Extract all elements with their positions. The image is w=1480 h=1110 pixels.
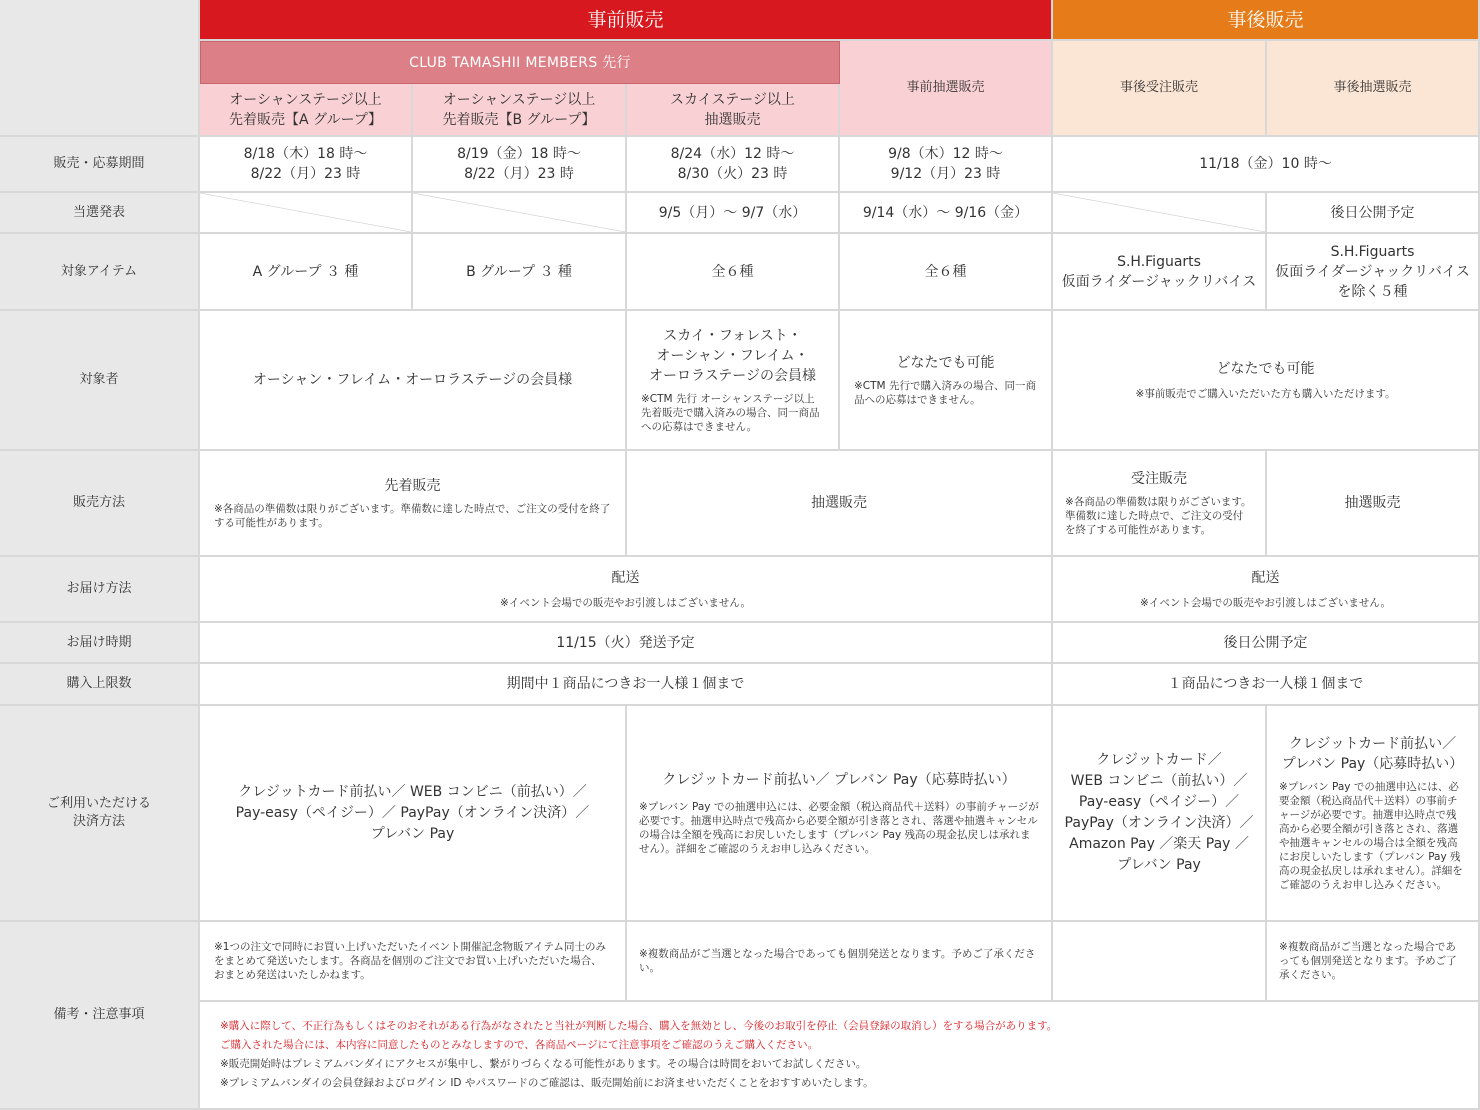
remarks-black-1: ※販売開始時はプレミアムバンダイにアクセスが集中し、繋がりづらくなる可能性があります。その場合は時間をおいてお試しください。 [220, 1058, 867, 1070]
target-c4-note: ※CTM 先行で購入済みの場合、同一商品への応募はできません。 [854, 380, 1036, 406]
items-c2: B グループ ３ 種 [413, 234, 627, 311]
pre-lottery-header: 事前抽選販売 [840, 41, 1053, 137]
remarks-c6: ※複数商品がご当選となった場合であっても個別発送となります。予めご了承ください。 [1267, 922, 1480, 1002]
remarks-c12: ※1つの注文で同時にお買い上げいただいたイベント開催記念物販アイテム同士のみをまとめて発送いたします。各商品を個別のご注文でお買い上げいただいた場合、おまとめ発送はいたしかねます。 [200, 922, 627, 1002]
announce-c5-empty [1053, 193, 1267, 234]
post-order-header: 事後受注販売 [1053, 41, 1267, 137]
remarks-black-2: ※プレミアムバンダイの会員登録およびログイン ID やパスワードのご確認は、販売開始前にお済ませいただくことをおすすめいたします。 [220, 1077, 874, 1089]
items-c6: S.H.Figuarts 仮面ライダージャックリバイス を除く５種 [1267, 234, 1480, 311]
header-ocean-b: オーシャンステージ以上 先着販売【B グループ】 [413, 84, 627, 137]
row-timing [0, 623, 1480, 664]
remarks-c5-empty [1053, 922, 1267, 1002]
post-lottery-header: 事後抽選販売 [1267, 41, 1480, 137]
timing-pre: 11/15（火）発送予定 [200, 623, 1053, 664]
method-c12-note: ※各商品の準備数は限りがございます。準備数に達した時点で、ご注文の受付を終了する可能性があります。 [214, 503, 611, 529]
method-c34: 抽選販売 [627, 451, 1053, 557]
row-items [0, 234, 1480, 311]
pre-sale-header: 事前販売 [200, 0, 1053, 41]
row-remarks-2 [0, 1002, 1480, 1110]
target-c3: スカイ・フォレスト・ オーシャン・フレイム・ オーロラステージの会員様 ※CTM 先行 オーシャンステージ以上 先着販売で購入済みの場合、同一商品への応募はできません。 [627, 311, 840, 451]
row-payment [0, 706, 1480, 922]
items-c1: A グループ ３ 種 [200, 234, 413, 311]
corner-cell [0, 0, 200, 137]
payment-c6-note: ※プレバン Pay での抽選申込には、必要金額（税込商品代＋送料）の事前チャージが必要です。抽選申込時点で残高から必要全額が引き落とされ、落選や抽選キャンセルの場合は全額を残高にお戻しいたします（プレバン Pay 残高の現金払戻しは承れません）。詳細をご確認のうえお申し込みください。 [1279, 781, 1463, 891]
method-c12: 先着販売 ※各商品の準備数は限りがございます。準備数に達した時点で、ご注文の受付を終了する可能性があります。 [200, 451, 627, 557]
delivery-pre: 配送 ※イベント会場での販売やお引渡しはございません。 [200, 557, 1053, 623]
target-c12: オーシャン・フレイム・オーロラステージの会員様 [200, 311, 627, 451]
payment-c12: クレジットカード前払い／ WEB コンビニ（前払い）／ Pay-easy（ペイジー）／ PayPay（オンライン決済）／ プレバン Pay [200, 706, 627, 922]
payment-c34-note: ※プレバン Pay での抽選申込には、必要金額（税込商品代＋送料）の事前チャージが必要です。抽選申込時点で残高から必要全額が引き落とされ、落選や抽選キャンセルの場合は全額を残高にお戻しいたします（プレバン Pay 残高の現金払戻しは承れません）。詳細をご確認のうえお申し込みください。 [639, 801, 1039, 855]
announce-c6: 後日公開予定 [1267, 193, 1480, 234]
announce-c4: 9/14（水）～ 9/16（金） [840, 193, 1053, 234]
remarks-red-2: ご購入された場合には、本内容に同意したものとみなしますので、各商品ページにて注意事項をご確認のうえご購入ください。 [220, 1039, 819, 1051]
header-ocean-a: オーシャンステージ以上 先着販売【A グループ】 [200, 84, 413, 137]
target-c56-note: ※事前販売でご購入いただいた方も購入いただけます。 [1135, 388, 1396, 400]
items-c5: S.H.Figuarts 仮面ライダージャックリバイス [1053, 234, 1267, 311]
method-c6: 抽選販売 [1267, 451, 1480, 557]
label-period: 販売・応募期間 [0, 137, 200, 193]
label-target: 対象者 [0, 311, 200, 451]
period-post: 11/18（金）10 時～ [1053, 137, 1480, 193]
row-remarks-1 [0, 922, 1480, 1002]
club-tamashii-header: CLUB TAMASHII MEMBERS 先行 [200, 41, 840, 84]
payment-c34: クレジットカード前払い／ プレバン Pay（応募時払い） ※プレバン Pay での抽選申込には、必要金額（税込商品代＋送料）の事前チャージが必要です。抽選申込時点で残高から必要全額が引き落とされ、落選や抽選キャンセルの場合は全額を残高にお戻しいたします（プレバン Pay 残高の現金払戻しは承れません）。詳細をご確認のうえお申し込みください。 [627, 706, 1053, 922]
row-limit [0, 664, 1480, 706]
row-delivery [0, 557, 1480, 623]
delivery-post-note: ※イベント会場での販売やお引渡しはございません。 [1140, 597, 1391, 609]
limit-pre: 期間中１商品につきお一人様１個まで [200, 664, 1053, 706]
items-c4: 全６種 [840, 234, 1053, 311]
remarks-red-1: ※購入に際して、不正行為もしくはそのおそれがある行為がなされたと当社が判断した場合、購入を無効とし、今後のお取引を停止（会員登録の取消し）をする場合があります。 [220, 1020, 1058, 1032]
target-c4: どなたでも可能 ※CTM 先行で購入済みの場合、同一商品への応募はできません。 [840, 311, 1053, 451]
payment-c6: クレジットカード前払い／ プレバン Pay（応募時払い） ※プレバン Pay での抽選申込には、必要金額（税込商品代＋送料）の事前チャージが必要です。抽選申込時点で残高から必要全額が引き落とされ、落選や抽選キャンセルの場合は全額を残高にお戻しいたします（プレバン Pay 残高の現金払戻しは承れません）。詳細をご確認のうえお申し込みください。 [1267, 706, 1480, 922]
row-period [0, 137, 1480, 193]
label-remarks: 備考・注意事項 [0, 922, 200, 1110]
timing-post: 後日公開予定 [1053, 623, 1480, 664]
delivery-post: 配送 ※イベント会場での販売やお引渡しはございません。 [1053, 557, 1480, 623]
label-items: 対象アイテム [0, 234, 200, 311]
label-method: 販売方法 [0, 451, 200, 557]
label-delivery: お届け方法 [0, 557, 200, 623]
announce-c3: 9/5（月）～ 9/7（水） [627, 193, 840, 234]
row-method [0, 451, 1480, 557]
method-c5: 受注販売 ※各商品の準備数は限りがございます。準備数に達した時点で、ご注文の受付を終了する可能性があります。 [1053, 451, 1267, 557]
target-c3-note: ※CTM 先行 オーシャンステージ以上 先着販売で購入済みの場合、同一商品への応募はできません。 [641, 393, 820, 433]
row-announce [0, 193, 1480, 234]
row-target [0, 311, 1480, 451]
method-c5-note: ※各商品の準備数は限りがございます。準備数に達した時点で、ご注文の受付を終了する可能性があります。 [1065, 496, 1252, 536]
remarks-general [200, 1002, 1480, 1110]
label-payment: ご利用いただける 決済方法 [0, 706, 200, 922]
target-c56: どなたでも可能 ※事前販売でご購入いただいた方も購入いただけます。 [1053, 311, 1480, 451]
post-sale-header: 事後販売 [1053, 0, 1480, 41]
announce-c1-empty [200, 193, 413, 234]
items-c3: 全６種 [627, 234, 840, 311]
delivery-pre-note: ※イベント会場での販売やお引渡しはございません。 [500, 597, 751, 609]
period-c4: 9/8（木）12 時～ 9/12（月）23 時 [840, 137, 1053, 193]
limit-post: １商品につきお一人様１個まで [1053, 664, 1480, 706]
payment-c5: クレジットカード／ WEB コンビニ（前払い）／ Pay-easy（ペイジー）／ PayPay（オンライン決済）／ Amazon Pay ／楽天 Pay ／ プレバン Pay [1053, 706, 1267, 922]
period-c2: 8/19（金）18 時～ 8/22（月）23 時 [413, 137, 627, 193]
header-sky-lottery: スカイステージ以上 抽選販売 [627, 84, 840, 137]
period-c1: 8/18（木）18 時～ 8/22（月）23 時 [200, 137, 413, 193]
label-announce: 当選発表 [0, 193, 200, 234]
announce-c2-empty [413, 193, 627, 234]
remarks-c34: ※複数商品がご当選となった場合であっても個別発送となります。予めご了承ください。 [627, 922, 1053, 1002]
label-timing: お届け時期 [0, 623, 200, 664]
period-c3: 8/24（水）12 時～ 8/30（火）23 時 [627, 137, 840, 193]
label-limit: 購入上限数 [0, 664, 200, 706]
